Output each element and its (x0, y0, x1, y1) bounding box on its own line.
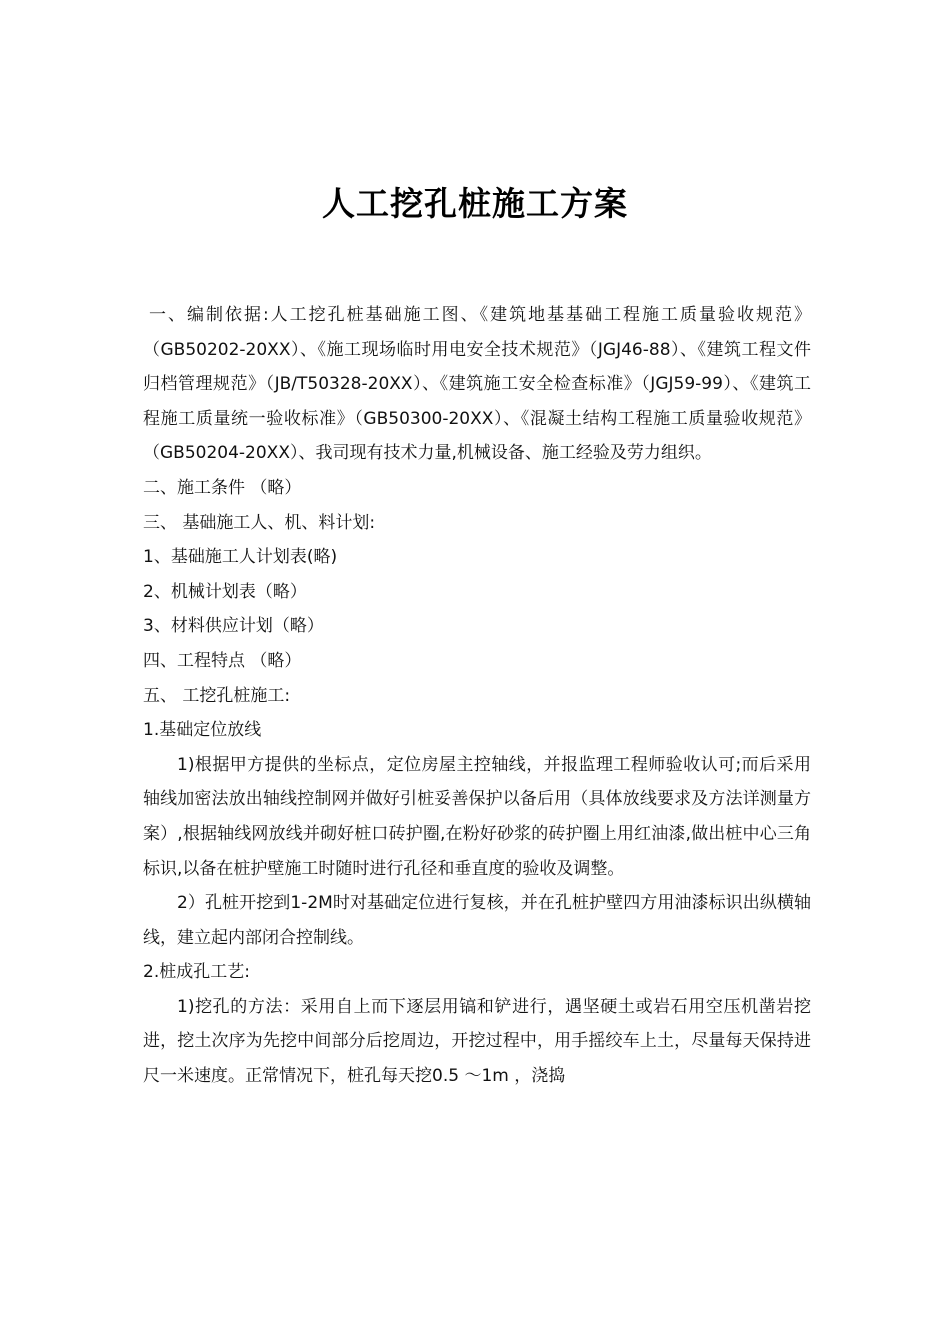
heading-conditions: 二、施工条件 （略） (143, 477, 302, 498)
heading-resource-plan: 三、 基础施工人、机、料计划: (143, 512, 376, 533)
list-item-machine-plan: 2、机械计划表（略） (143, 581, 307, 602)
list-item-material-plan: 3、材料供应计划（略） (143, 616, 324, 637)
paragraph-positioning-1: 1)根据甲方提供的坐标点，定位房屋主控轴线，并报监理工程师验收认可;而后采用轴线加密法放出轴线控制网并做好引桩妥善保护以备后用（具体放线要求及方法详测量方案）,根据轴线网放线并砌好桩口砖护圈,在粉好砂浆的砖护圈上用红油漆,做出桩中心三角标识,以备在桩护壁施工时随时进行孔径和垂直度的验收及调整。 (143, 754, 811, 879)
paragraph-basis: 一、编制依据:人工挖孔桩基础施工图、《建筑地基基础工程施工质量验收规范》（GB50202-20XX）、《施工现场临时用电安全技术规范》（JGJ46-88）、《建筑工程文件归档管理规范》（JB/T50328-20XX）、《建筑施工安全检查标准》（JGJ59-99）、《建筑工程施工质量统一验收标准》（GB50300-20XX）、《混凝土结构工程施工质量验收规范》（GB50204-20XX）、我司现有技术力量,机械设备、施工经验及劳力组织。 (143, 305, 811, 464)
paragraph-hole-method: 1)挖孔的方法：采用自上而下逐层用镐和铲进行，遇坚硬土或岩石用空压机凿岩挖进，挖土次序为先挖中间部分后挖周边，开挖过程中，用手摇绞车上土，尽量每天保持进尺一米速度。正常情况下，桩孔每天挖0.5 ～1m ，浇捣 (143, 996, 811, 1087)
heading-features: 四、工程特点 （略） (143, 650, 302, 671)
list-item-labor-plan: 1、基础施工人计划表(略) (143, 547, 338, 568)
document-body (143, 298, 811, 1094)
subheading-positioning: 1.基础定位放线 (143, 720, 262, 741)
document-title: 人工挖孔桩施工方案 (322, 184, 628, 223)
subheading-hole-process: 2.桩成孔工艺: (143, 962, 250, 983)
paragraph-positioning-2: 2）孔桩开挖到1-2M时对基础定位进行复核，并在孔桩护壁四方用油漆标识出纵横轴线，建立起内部闭合控制线。 (143, 893, 811, 948)
heading-construction: 五、 工挖孔桩施工: (143, 685, 291, 706)
